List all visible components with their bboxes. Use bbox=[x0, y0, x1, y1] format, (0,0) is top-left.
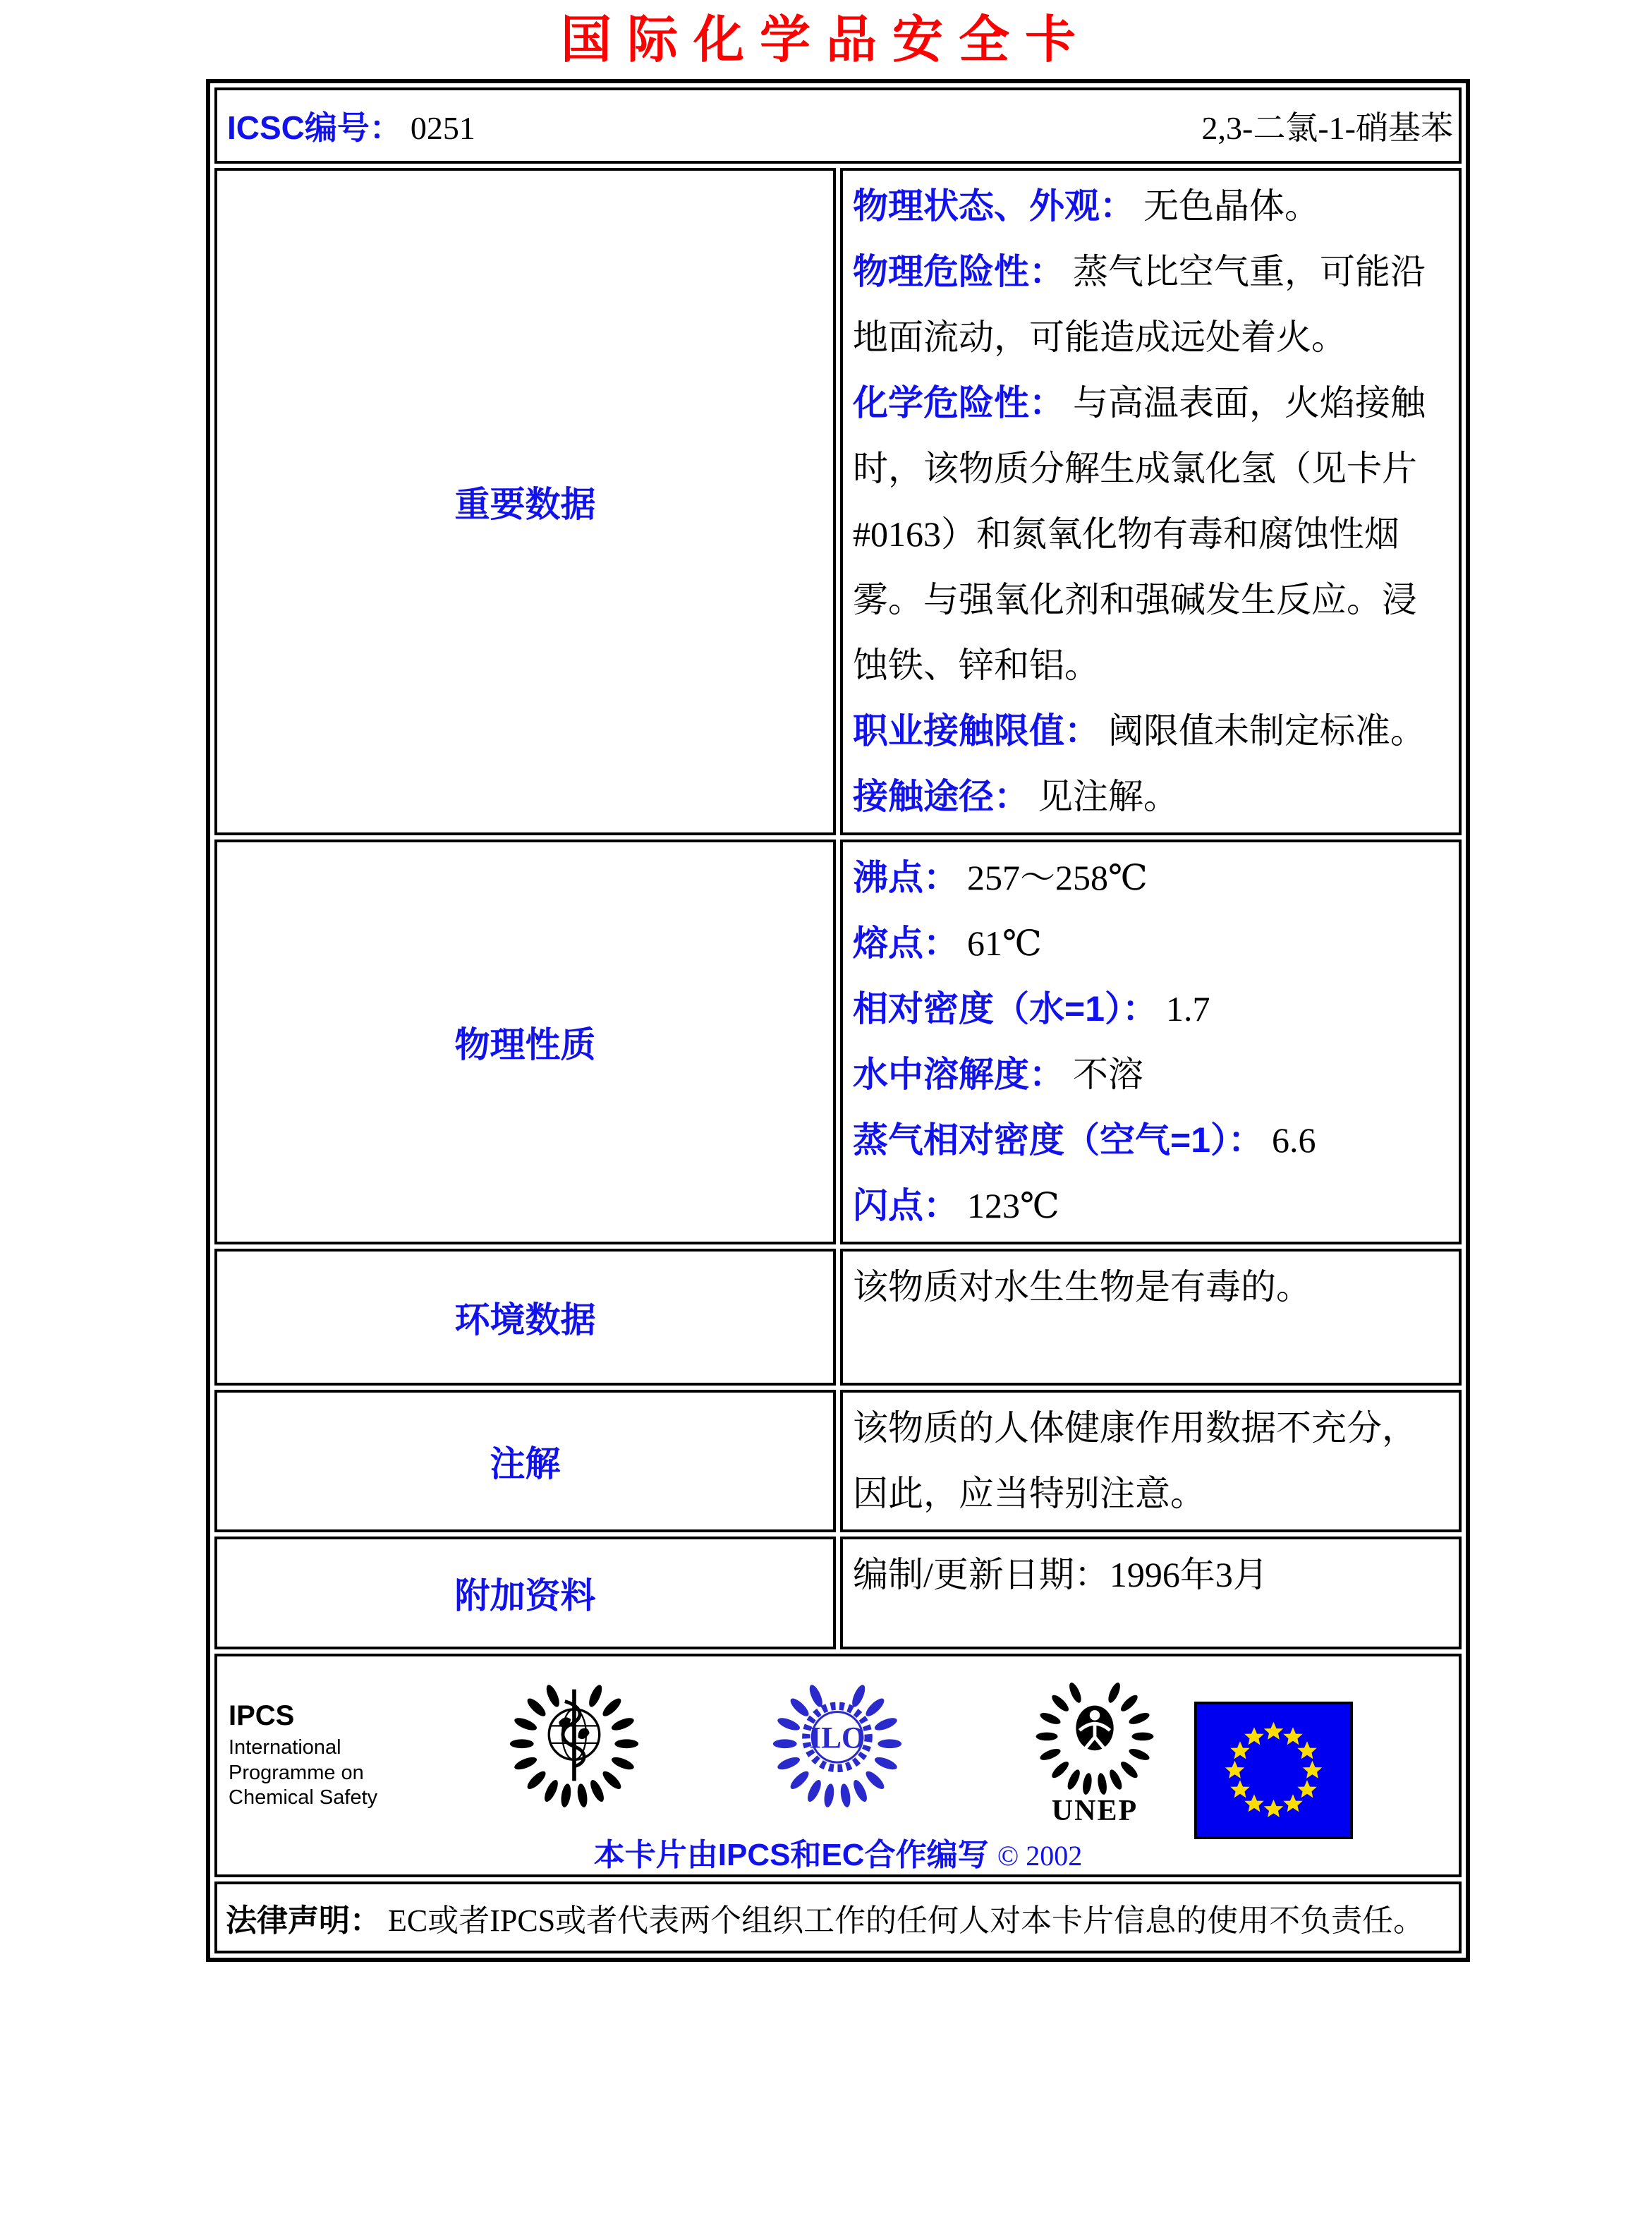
section-content-important-data bbox=[840, 168, 1462, 835]
legal-row bbox=[214, 1881, 1462, 1953]
ipcs-line-1: International bbox=[229, 1736, 341, 1759]
icsc-card-table bbox=[206, 79, 1470, 1962]
icsc-number-group bbox=[227, 102, 475, 149]
section-label-physical-properties: 物理性质 bbox=[214, 840, 836, 1244]
page-title: 国际化学品安全卡 bbox=[560, 12, 1091, 68]
ipcs-line-2: Programme on bbox=[229, 1761, 364, 1784]
field-boiling-point: 沸点： 257～258℃ bbox=[853, 857, 1148, 897]
section-row-important-data bbox=[214, 168, 1462, 835]
field-chemical-danger: 化学危险性： 与高温表面，火焰接触时，该物质分解生成氯化氢（见卡片#0163）和氮氧化物有毒和腐蚀性烟雾。与强氧化剂和强碱发生反应。浸蚀铁、锌和铝。 bbox=[853, 382, 1426, 685]
field-physical-state: 物理状态、外观： 无色晶体。 bbox=[853, 186, 1320, 226]
section-label-environmental-data: 环境数据 bbox=[214, 1249, 836, 1386]
icsc-number-label: ICSC编号： bbox=[227, 109, 402, 146]
unep-caption: UNEP bbox=[1051, 1794, 1138, 1827]
section-label-notes: 注解 bbox=[214, 1390, 836, 1532]
field-exposure-routes: 接触途径： 见注解。 bbox=[853, 776, 1179, 816]
copyright-text: 本卡片由IPCS和EC合作编写 bbox=[593, 1837, 989, 1872]
section-content-notes bbox=[840, 1390, 1462, 1532]
field-update-date: 编制/更新日期：1996年3月 bbox=[853, 1554, 1268, 1594]
field-vapor-density: 蒸气相对密度（空气=1）： 6.6 bbox=[853, 1120, 1316, 1160]
field-relative-density: 相对密度（水=1）： 1.7 bbox=[853, 988, 1210, 1029]
field-occupational-limit: 职业接触限值： 阈限值未制定标准。 bbox=[853, 710, 1426, 751]
unep-logo-icon bbox=[1034, 1673, 1155, 1795]
field-environmental-text: 该物质对水生生物是有毒的。 bbox=[853, 1266, 1311, 1307]
ipcs-line-3: Chemical Safety bbox=[229, 1786, 378, 1810]
logos-row bbox=[214, 1654, 1462, 1877]
header-row bbox=[214, 87, 1462, 164]
section-content-additional-info bbox=[840, 1537, 1462, 1649]
legal-cell bbox=[214, 1881, 1462, 1953]
section-content-environmental-data bbox=[840, 1249, 1462, 1386]
field-flash-point: 闪点： 123℃ bbox=[853, 1185, 1059, 1225]
chemical-name: 2,3-二氯-1-硝基苯 bbox=[1201, 109, 1453, 146]
section-row-additional-info bbox=[214, 1537, 1462, 1649]
ipcs-acronym: IPCS bbox=[229, 1699, 295, 1731]
copyright-year: © 2002 bbox=[997, 1839, 1083, 1872]
ilo-letters: ILO bbox=[809, 1720, 866, 1755]
field-melting-point: 熔点： 61℃ bbox=[853, 923, 1042, 963]
section-row-environmental-data bbox=[214, 1249, 1462, 1386]
header-cell bbox=[214, 87, 1462, 164]
section-row-notes bbox=[214, 1390, 1462, 1532]
legal-text: EC或者IPCS或者代表两个组织工作的任何人对本卡片信息的使用不负责任。 bbox=[388, 1903, 1425, 1938]
ipcs-block bbox=[229, 1699, 377, 1811]
icsc-number-value: 0251 bbox=[410, 109, 475, 146]
section-content-physical-properties bbox=[840, 840, 1462, 1244]
logos-cell bbox=[214, 1654, 1462, 1877]
field-notes-text: 该物质的人体健康作用数据不充分，因此，应当特别注意。 bbox=[853, 1407, 1417, 1513]
ilo-logo-icon bbox=[771, 1675, 904, 1807]
field-water-solubility: 水中溶解度： 不溶 bbox=[853, 1054, 1143, 1094]
section-row-physical-properties bbox=[214, 840, 1462, 1244]
section-label-important-data: 重要数据 bbox=[214, 168, 836, 835]
field-physical-danger: 物理危险性： 蒸气比空气重，可能沿地面流动，可能造成远处着火。 bbox=[853, 251, 1426, 357]
unep-logo-block bbox=[1034, 1673, 1155, 1828]
section-label-additional-info: 附加资料 bbox=[214, 1537, 836, 1649]
who-logo-icon bbox=[508, 1675, 640, 1807]
legal-label: 法律声明： bbox=[226, 1903, 381, 1938]
eu-flag-icon bbox=[1194, 1702, 1353, 1839]
